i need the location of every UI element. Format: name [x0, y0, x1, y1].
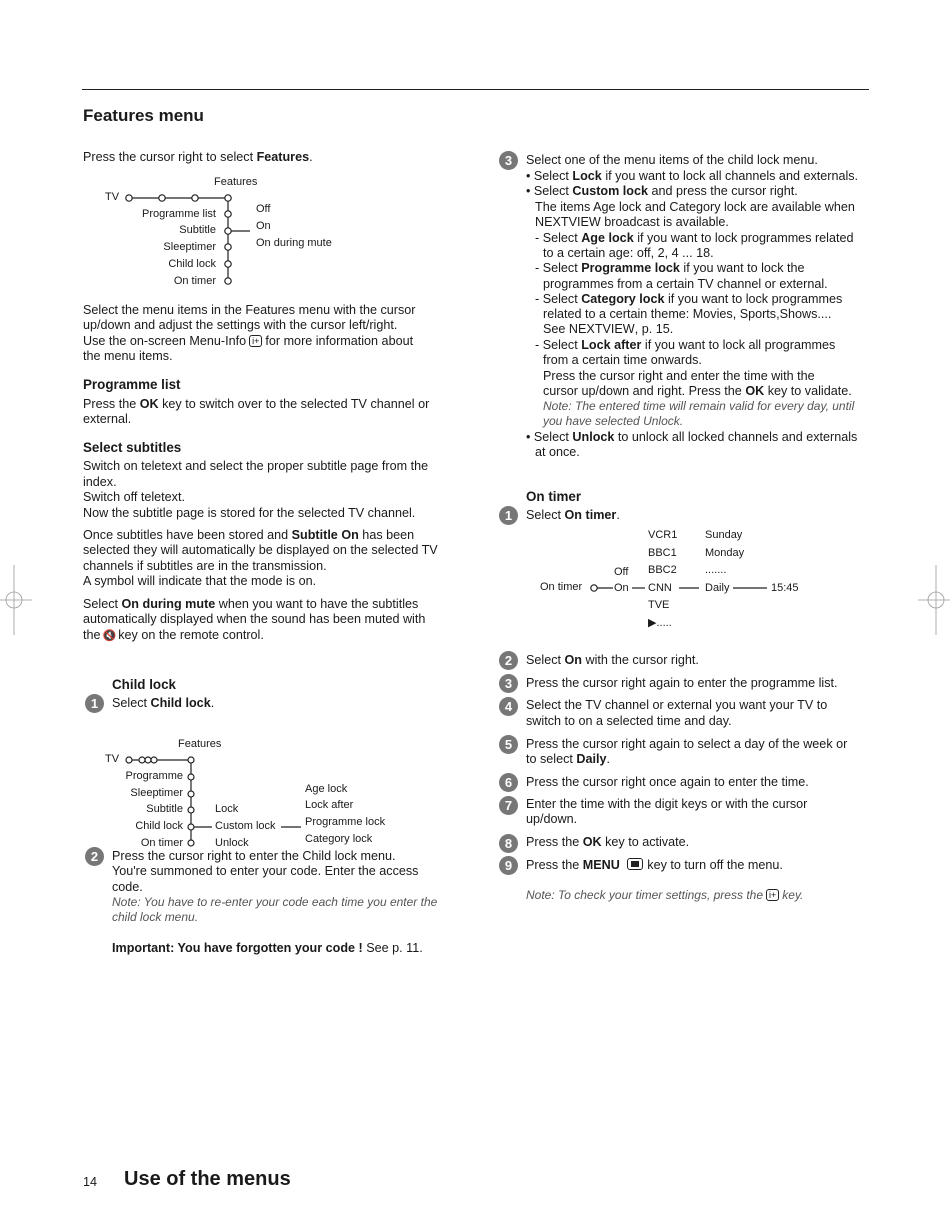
cl-diagram-item-programme: Programme: [125, 770, 183, 782]
timer-day-sunday: Sunday: [705, 529, 743, 541]
programme-list-heading: Programme list: [83, 377, 181, 392]
cl-diagram-tv-label: TV: [105, 753, 120, 765]
child-lock-note: Note: You have to re-enter your code each time you enter the: [112, 895, 438, 909]
features-intro: Press the cursor right to select Features.: [83, 150, 313, 164]
cl-custom-programme-lock: Programme lock: [305, 816, 386, 828]
timer-day-monday: Monday: [705, 547, 745, 559]
child-lock-step1: Select Child lock.: [112, 696, 215, 710]
timer-step-number-2: 2: [499, 651, 518, 670]
cl-custom-age-lock: Age lock: [305, 783, 348, 795]
diagram-item-on-timer: On timer: [173, 275, 216, 287]
lock-after-note: Note: The entered time will remain valid for every day, until: [543, 399, 855, 413]
info-key-icon: i+: [249, 335, 262, 347]
timer-note: Note: To check your timer settings, press the i+ key.: [526, 888, 804, 902]
timer-step-number-5: 5: [499, 735, 518, 754]
timer-step-number-9: 9: [499, 856, 518, 875]
diagram-item-sleeptimer: Sleeptimer: [163, 241, 216, 253]
step-number-2: 2: [85, 847, 104, 866]
timer-step-number-1: 1: [499, 506, 518, 525]
diagram-item-programme-list: Programme list: [142, 208, 216, 220]
timer-diagram-off: Off: [614, 566, 629, 578]
cl-diagram-features-label: Features: [178, 738, 222, 750]
timer-channel-more: ▶.....: [648, 617, 672, 629]
cl-diagram-item-child-lock: Child lock: [135, 820, 183, 832]
diagram-features-label: Features: [214, 176, 258, 188]
timer-channel-cnn: CNN: [648, 582, 672, 594]
diagram-tv-label: TV: [105, 191, 120, 203]
timer-step-number-6: 6: [499, 773, 518, 792]
subtitle-on-text: Once subtitles have been stored and Subtitle On has been: [83, 528, 415, 542]
diagram-option-off: Off: [256, 203, 271, 215]
page-number: 14: [83, 1175, 98, 1189]
diagram-item-child-lock: Child lock: [168, 258, 216, 270]
timer-channel-vcr1: VCR1: [648, 529, 678, 541]
cl-diagram-item-on-timer: On timer: [140, 837, 183, 849]
timer-channel-bbc2: BBC2: [648, 564, 677, 576]
cl-option-custom-lock: Custom lock: [215, 820, 276, 832]
timer-day-more: .......: [705, 564, 727, 576]
diagram-item-subtitle: Subtitle: [179, 224, 216, 236]
on-during-mute-text: Select On during mute when you want to have the subtitles: [83, 597, 419, 611]
timer-step-number-4: 4: [499, 697, 518, 716]
timer-time: 15:45: [771, 582, 799, 594]
mute-key-icon: 🔇: [102, 630, 117, 642]
footer-title: Use of the menus: [124, 1168, 291, 1190]
timer-diagram-label: On timer: [540, 581, 583, 593]
timer-step-number-7: 7: [499, 796, 518, 815]
cl-option-unlock: Unlock: [215, 837, 249, 849]
diagram-option-on: On: [256, 220, 271, 232]
info-key-icon: i+: [766, 889, 779, 901]
forgotten-code-text: Important: You have forgotten your code ! See p. 11.: [112, 941, 423, 955]
select-subtitles-heading: Select subtitles: [83, 440, 182, 455]
timer-step-number-3: 3: [499, 674, 518, 693]
cl-diagram-item-sleeptimer: Sleeptimer: [130, 787, 183, 799]
timer-diagram-on: On: [614, 582, 629, 594]
step-number-1: 1: [85, 694, 104, 713]
step-number-3: 3: [499, 151, 518, 170]
cl-option-lock: Lock: [215, 803, 239, 815]
programme-list-text: Press the OK key to switch over to the selected TV channel or: [83, 397, 430, 411]
cl-custom-lock-after: Lock after: [305, 799, 354, 811]
cl-custom-category-lock: Category lock: [305, 833, 373, 845]
on-timer-heading: On timer: [526, 489, 582, 504]
timer-channel-bbc1: BBC1: [648, 547, 677, 559]
timer-step-number-8: 8: [499, 834, 518, 853]
features-heading: Features menu: [83, 106, 204, 125]
cl-diagram-item-subtitle: Subtitle: [146, 803, 183, 815]
menu-key-icon: [627, 858, 643, 870]
timer-channel-tve: TVE: [648, 599, 670, 611]
timer-daily: Daily: [705, 582, 730, 594]
diagram-option-on-during-mute: On during mute: [256, 237, 332, 249]
child-lock-heading: Child lock: [112, 677, 176, 692]
